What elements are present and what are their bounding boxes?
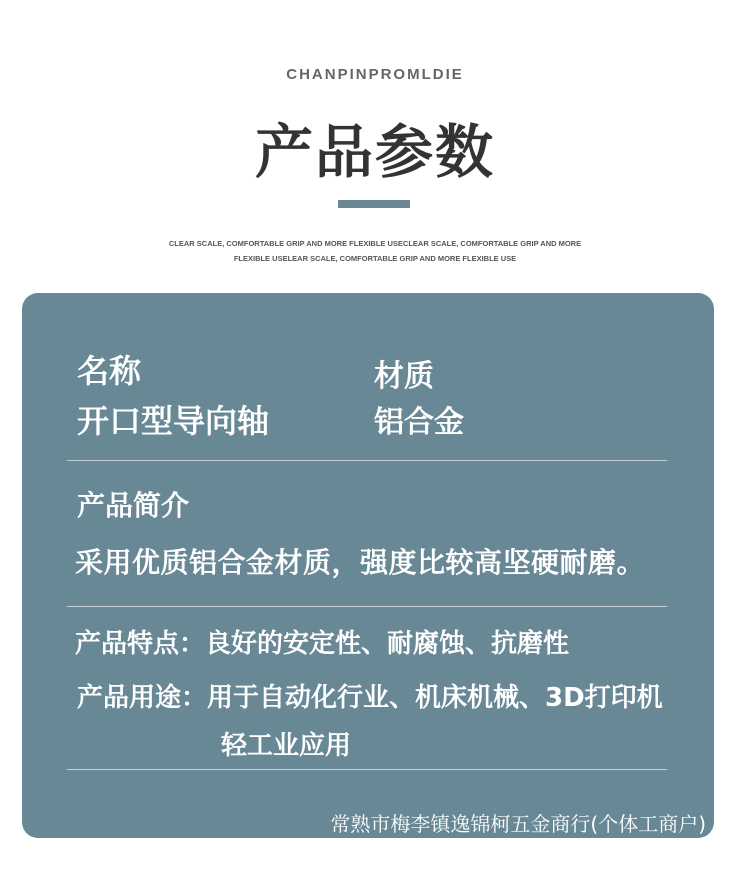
decorative-fine-print — [150, 236, 600, 266]
uses-text-continued: 轻工业应用 — [221, 731, 352, 761]
fine-print-line-2: FLEXIBLE USELEAR SCALE, COMFORTABLE GRIP AND MORE FLEXIBLE USE — [233, 254, 517, 263]
product-specs-panel — [22, 293, 714, 838]
uses-text: 产品用途：用于自动化行业、机床机械、3D打印机 — [77, 683, 663, 713]
divider — [67, 769, 667, 770]
shop-name-footer: 常熟市梅李镇逸锦柯五金商行(个体工商户) — [330, 812, 706, 836]
page-title: 产品参数 — [254, 118, 495, 186]
name-label: 名称 — [77, 352, 142, 390]
features-text: 产品特点：良好的安定性、耐腐蚀、抗磨性 — [75, 629, 570, 659]
material-value: 铝合金 — [374, 405, 464, 440]
section-eyebrow: CHANPINPROMLDIE — [286, 66, 464, 83]
divider — [67, 606, 667, 607]
divider — [67, 460, 667, 461]
intro-value: 采用优质铝合金材质，强度比较高坚硬耐磨。 — [75, 546, 646, 579]
title-accent-bar — [338, 200, 410, 208]
name-value: 开口型导向轴 — [77, 402, 270, 440]
intro-label: 产品简介 — [77, 489, 190, 522]
fine-print-line-1: CLEAR SCALE, COMFORTABLE GRIP AND MORE FLEXIBLE USECLEAR SCALE, COMFORTABLE GRIP AND MORE — [168, 239, 582, 248]
material-label: 材质 — [374, 359, 434, 394]
